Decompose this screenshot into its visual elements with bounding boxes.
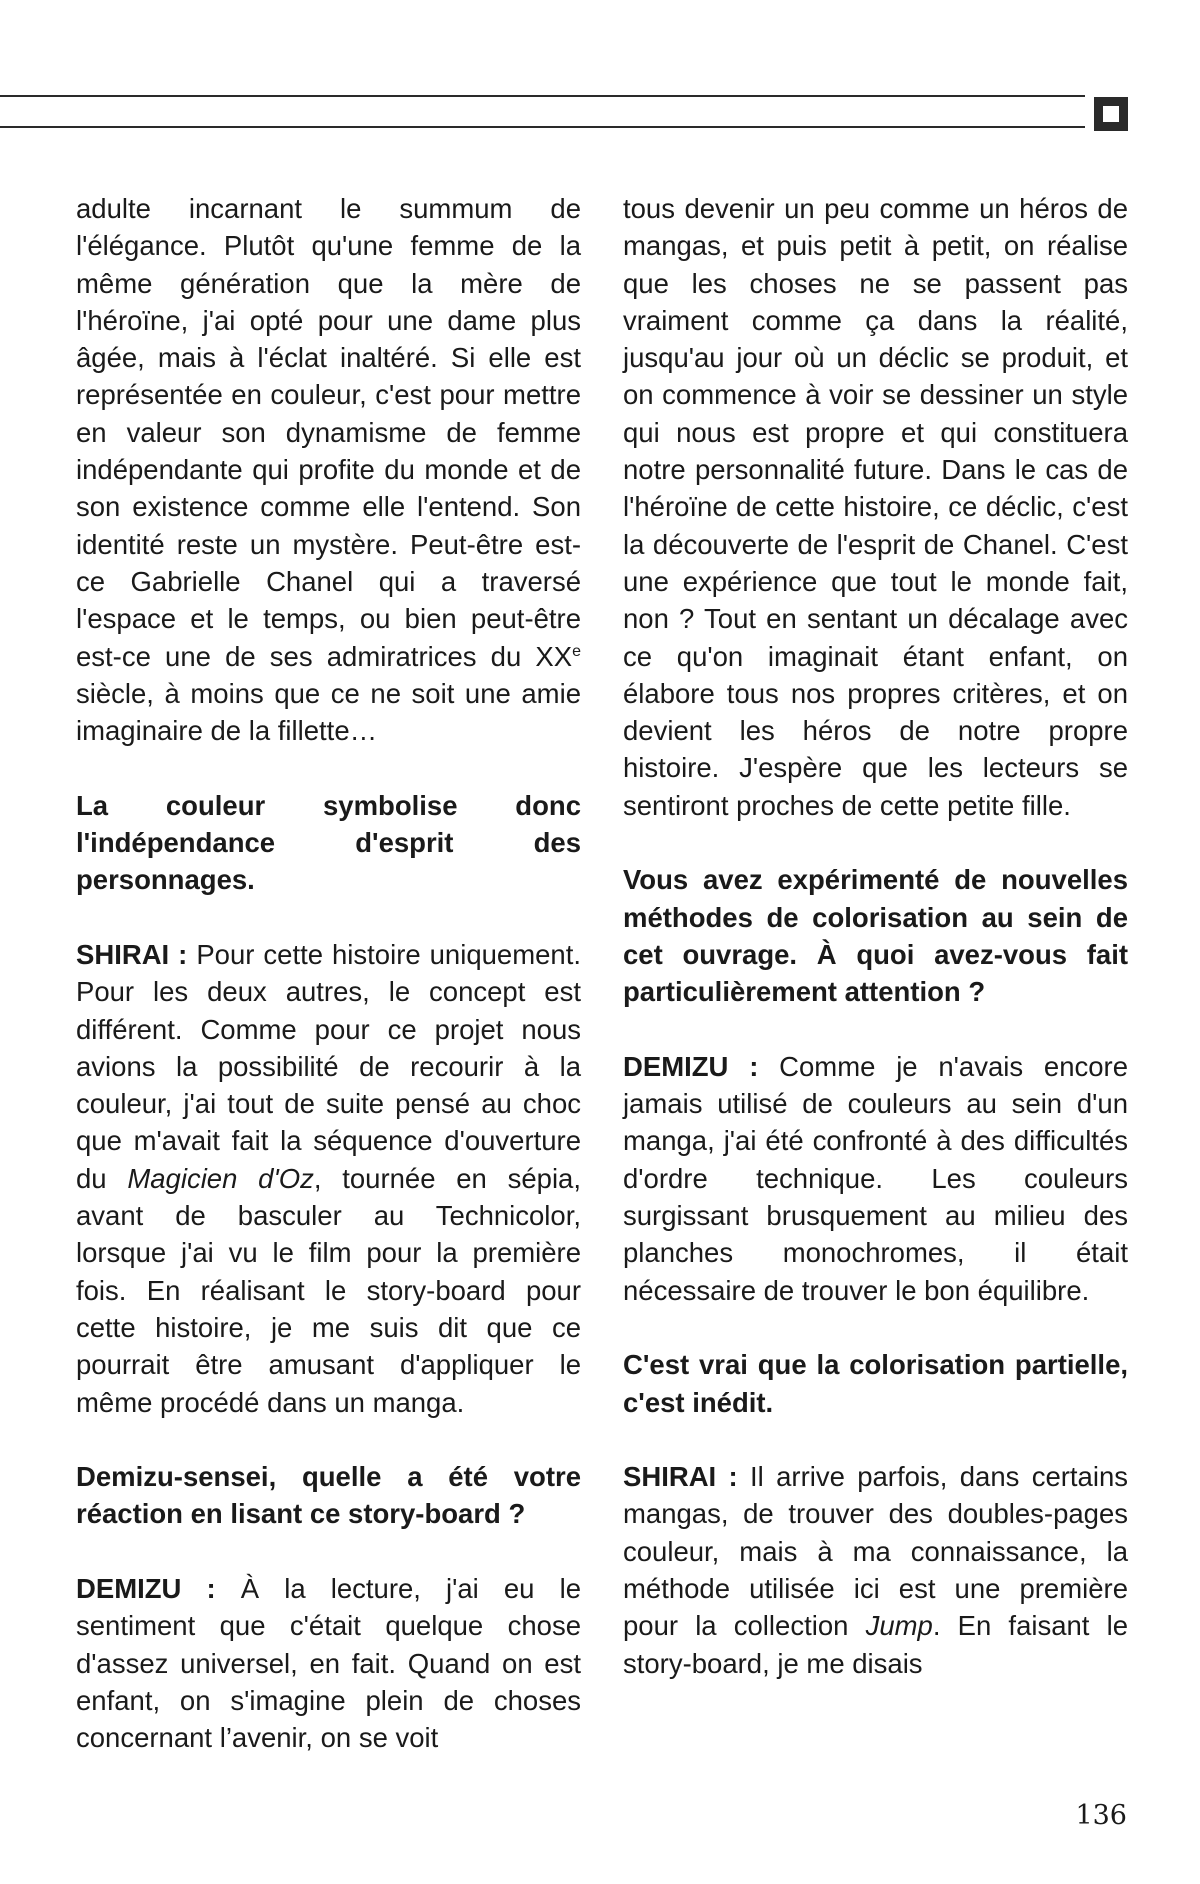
work-title: Jump bbox=[865, 1610, 933, 1642]
interview-question: Demizu-sensei, quelle a été votre réaction en lisant ce story-board ? bbox=[76, 1461, 581, 1530]
page-number: 136 bbox=[1075, 1800, 1127, 1831]
paragraph: adulte incarnant le summum de l'élégance. Plutôt qu'une femme de la même génération que la mère de l'héroïne, j'ai opté pour une dame plus âgée, mais à l'éclat inaltéré. Si elle est représentée en couleur, c'est pour mettre en valeur son dynamisme de femme indépendante qui profite du monde et de son existence comme elle l'entend. Son identité reste un mystère. Peut-être est-ce Gabrielle Chanel qui a traversé l'espace et le temps, ou bien peut-être est-ce une de ses admiratrices du XXe siècle, à moins que ce ne soit une amie imaginaire de la fillette… bbox=[76, 193, 581, 747]
speaker-name: DEMIZU : bbox=[76, 1572, 216, 1604]
speaker-name: SHIRAI : bbox=[76, 938, 188, 970]
interview-answer: DEMIZU : À la lecture, j'ai eu le sentiment que c'était quelque chose d'assez universel, en fait. Quand on est enfant, on s'imagine plein de choses concernant l’avenir, on se voit bbox=[76, 1572, 581, 1754]
square-marker-icon bbox=[1094, 97, 1128, 131]
speaker-name: SHIRAI : bbox=[623, 1461, 738, 1493]
header-rule-top bbox=[0, 95, 1085, 97]
interview-question: La couleur symbolise donc l'indépendance d'esprit des personnages. bbox=[76, 789, 581, 896]
right-column bbox=[623, 190, 1128, 1682]
work-title: Magicien d'Oz bbox=[127, 1162, 314, 1194]
paragraph: tous devenir un peu comme un héros de mangas, et puis petit à petit, on réalise que les choses ne se passent pas vraiment comme ça dans la réalité, jusqu'au jour où un déclic se produit, et on commence à voir se dessiner un style qui nous est propre et qui constituera notre personnalité future. Dans le cas de l'héroïne de cette histoire, ce déclic, c'est la découverte de l'esprit de Chanel. C'est une expérience que tout le monde fait, non ? Tout en sentant un décalage avec ce qu'on imaginait étant enfant, on élabore tous nos propres critères, et on devient les héros de notre propre histoire. J'espère que les lecteurs se sentiront proches de cette petite fille. bbox=[623, 193, 1128, 821]
interview-answer: SHIRAI : Il arrive parfois, dans certains mangas, de trouver des doubles-pages couleur, mais à ma connaissance, la méthode utilisée ici est une première pour la collection Jump. En faisant le story-board, je me disais bbox=[623, 1461, 1129, 1679]
interview-question: C'est vrai que la colorisation partielle, c'est inédit. bbox=[623, 1349, 1128, 1418]
left-column bbox=[76, 190, 581, 1756]
interview-question: Vous avez expérimenté de nouvelles méthodes de colorisation au sein de cet ouvrage. À quoi avez-vous fait particulièrement attention ? bbox=[623, 864, 1128, 1008]
header-rule-bottom bbox=[0, 126, 1085, 128]
superscript: e bbox=[572, 642, 581, 660]
interview-answer: DEMIZU : Comme je n'avais encore jamais utilisé de couleurs au sein d'un manga, j'ai été confronté à des difficultés d'ordre technique. Les couleurs surgissant brusquement au milieu des planches monochromes, il était nécessaire de trouver le bon équilibre. bbox=[623, 1050, 1128, 1306]
interview-answer: SHIRAI : Pour cette histoire uniquement. Pour les deux autres, le concept est différent. Comme pour ce projet nous avions la possibilité de recourir à la couleur, j'ai tout de suite pensé au choc que m'avait fait la séquence d'ouverture du Magicien d'Oz, tournée en sépia, avant de basculer au Technicolor, lorsque j'ai vu le film pour la première fois. En réalisant le story-board pour cette histoire, je me suis dit que ce pourrait être amusant d'appliquer le même procédé dans un manga. bbox=[76, 938, 581, 1418]
speaker-name: DEMIZU : bbox=[623, 1050, 759, 1082]
